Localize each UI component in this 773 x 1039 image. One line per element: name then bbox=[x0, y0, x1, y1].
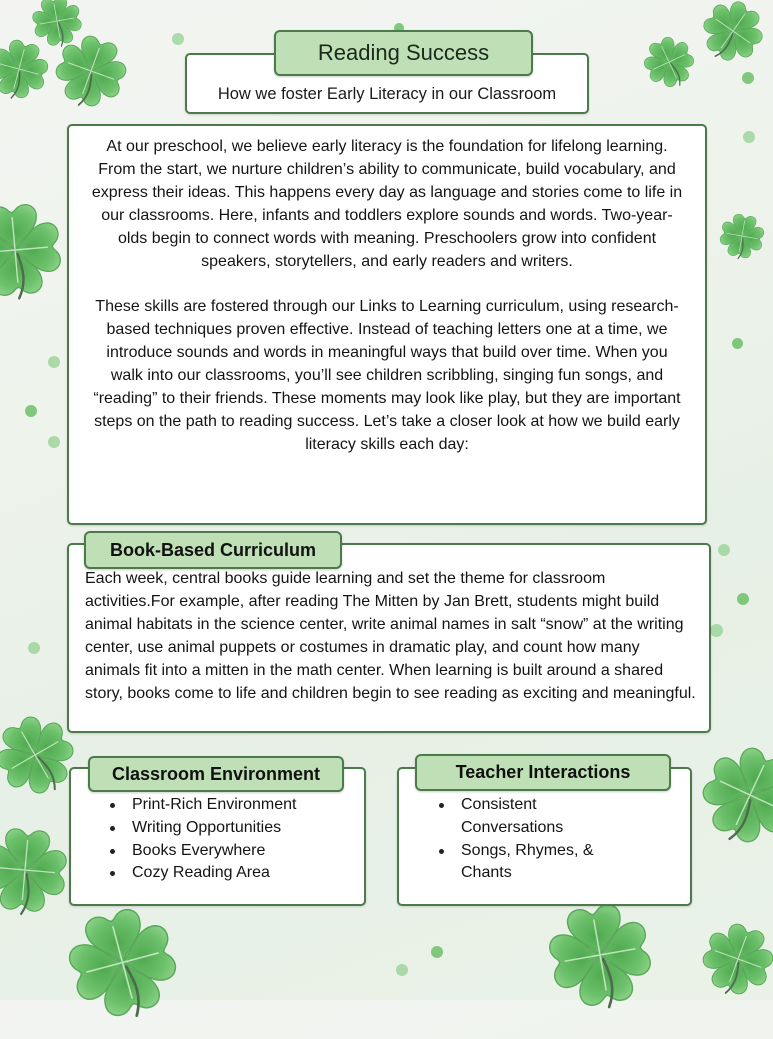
section-heading: Book-Based Curriculum bbox=[109, 540, 317, 560]
decorative-dot bbox=[732, 338, 743, 349]
section-heading-tag bbox=[88, 756, 344, 792]
four-leaf-clover-icon bbox=[630, 23, 707, 100]
list-item: Consistent Conversations bbox=[436, 794, 636, 840]
decorative-dot bbox=[718, 544, 730, 556]
decorative-dot bbox=[743, 131, 755, 143]
four-leaf-clover-icon bbox=[38, 18, 143, 123]
page-title: Reading Success bbox=[317, 40, 490, 65]
intro-section bbox=[67, 124, 707, 525]
list-item: Cozy Reading Area bbox=[107, 862, 297, 885]
decorative-dot bbox=[25, 405, 37, 417]
four-leaf-clover-icon bbox=[23, 0, 90, 55]
four-leaf-clover-icon bbox=[685, 906, 773, 1011]
section-heading-tag bbox=[84, 531, 342, 569]
section-heading: Classroom Environment bbox=[111, 764, 321, 784]
four-leaf-clover-icon bbox=[712, 206, 772, 266]
intro-paragraph: These skills are fostered through our Links to Learning curriculum, using research-based techniques proven effective. Instead of teaching letters one at a time, we introduce sounds and words in meaningful ways that build over time. When you walk into our classrooms, you’ll see children scribbling, singing fun songs, and “reading” to their friends. These moments may look like play, but they are important steps on the path to reading success. Let’s take a closer look at how we build early literacy skills each day: bbox=[93, 298, 681, 453]
book-based-curriculum-section bbox=[67, 543, 711, 733]
decorative-dot bbox=[431, 946, 443, 958]
list-item: Books Everywhere bbox=[107, 840, 297, 863]
four-leaf-clover-icon bbox=[0, 27, 61, 110]
four-leaf-clover-icon bbox=[46, 886, 199, 1039]
list-item: Print-Rich Environment bbox=[107, 794, 297, 817]
bullet-list bbox=[107, 794, 297, 885]
intro-paragraph: At our preschool, we believe early literacy is the foundation for lifelong learning. From the start, we nurture children’s ability to communicate, build vocabulary, and express their ideas. This happens every day as language and stories come to life in our classrooms. Here, infants and toddlers explore sounds and words. Two-year-olds begin to connect words with meaning. Preschoolers grow into confident speakers, storytellers, and early readers and writers. bbox=[91, 138, 683, 270]
list-item: Writing Opportunities bbox=[107, 817, 297, 840]
list-item: Songs, Rhymes, & Chants bbox=[436, 840, 636, 886]
four-leaf-clover-icon bbox=[530, 885, 669, 1024]
decorative-dot bbox=[48, 436, 60, 448]
decorative-dot bbox=[48, 356, 60, 368]
page-subtitle: How we foster Early Literacy in our Classroom bbox=[217, 85, 557, 103]
decorative-dot bbox=[710, 624, 723, 637]
bullet-list bbox=[436, 794, 636, 885]
four-leaf-clover-icon bbox=[0, 816, 79, 924]
section-text: Each week, central books guide learning and set the theme for classroom activities.For example, after reading The Mitten by Jan Brett, students might build animal habitats in the science center, write animal names in salt “snow” at the writing center, use animal puppets or costumes in dramatic play, and count how many animals fit into a mitten in the math center. When learning is built around a shared story, books come to life and children begin to see reading as exciting and meaningful. bbox=[85, 570, 696, 702]
four-leaf-clover-icon bbox=[684, 0, 773, 80]
decorative-dot bbox=[396, 964, 408, 976]
decorative-dot bbox=[28, 642, 40, 654]
decorative-dot bbox=[172, 33, 184, 45]
decorative-dot bbox=[742, 72, 754, 84]
section-heading-tag bbox=[415, 754, 671, 791]
title-banner bbox=[274, 30, 533, 76]
decorative-dot bbox=[737, 593, 749, 605]
section-heading: Teacher Interactions bbox=[455, 762, 631, 782]
four-leaf-clover-icon bbox=[0, 175, 76, 324]
